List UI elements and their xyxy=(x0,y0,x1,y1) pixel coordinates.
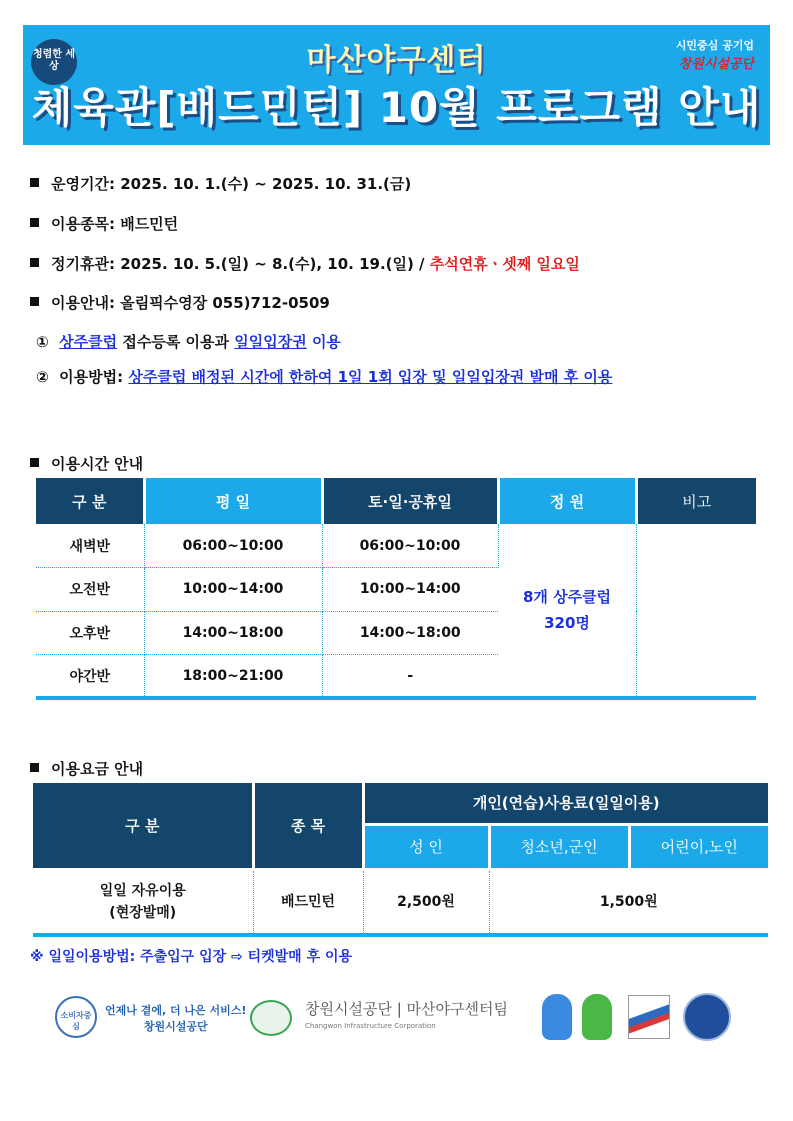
row-weekend: 14:00~18:00 xyxy=(322,611,498,655)
header-capacity: 정 원 xyxy=(498,478,636,524)
info-contact xyxy=(30,292,330,313)
contact-value: 올림픽수영장 055)712-0509 xyxy=(120,294,330,312)
row-name: 새벽반 xyxy=(36,524,144,568)
fee-row-category-line2: (현장발매) xyxy=(109,904,177,921)
time-section-title-text: 이용시간 안내 xyxy=(51,455,144,473)
table-row xyxy=(33,869,768,935)
corp-tagline: 시민중심 공기업 xyxy=(675,39,754,52)
bullet-square-icon xyxy=(30,218,39,227)
info-closed xyxy=(30,253,580,274)
fee-header-child: 어린이,노인 xyxy=(629,824,768,869)
facility-title: 마산야구센터 xyxy=(306,43,487,78)
closed-note: 추석연휴ㆍ셋째 일요일 xyxy=(429,255,580,273)
item1-link-club[interactable]: 상주클럽 xyxy=(59,333,118,351)
time-table xyxy=(36,478,756,700)
row-weekday: 10:00~14:00 xyxy=(144,568,322,612)
corp-team-name: 창원시설공단 | 마산야구센터팀 xyxy=(305,1000,508,1018)
closed-value: 2025. 10. 5.(일) ~ 8.(수), 10. 19.(일) / xyxy=(120,255,425,273)
item2-label: 이용방법: xyxy=(59,368,124,386)
header-banner xyxy=(23,25,770,145)
bullet-square-icon xyxy=(30,258,39,267)
header-weekend: 토·일·공휴일 xyxy=(322,478,498,524)
row-weekend: - xyxy=(322,655,498,699)
fee-section-title-text: 이용요금 안내 xyxy=(51,760,144,778)
info-item-2 xyxy=(36,366,612,387)
corp-logo-text: 창원시설공단 xyxy=(678,57,754,72)
header-note: 비고 xyxy=(636,478,756,524)
fee-row-sport: 배드민턴 xyxy=(253,869,363,935)
footer-logos xyxy=(55,992,745,1044)
corp-english-name: Changwon Infrastructure Corporation xyxy=(305,1022,436,1030)
item1-link-ticket[interactable]: 일일입장권 xyxy=(234,333,307,351)
item1-mid: 접수등록 이용과 xyxy=(122,333,230,351)
table-row xyxy=(36,524,756,568)
header-category: 구 분 xyxy=(36,478,144,524)
period-value: 2025. 10. 1.(수) ~ 2025. 10. 31.(금) xyxy=(120,175,412,193)
sport-value: 배드민턴 xyxy=(120,215,179,233)
bullet-square-icon xyxy=(30,458,39,467)
row-weekend: 10:00~14:00 xyxy=(322,568,498,612)
bullet-square-icon xyxy=(30,297,39,306)
time-section-title xyxy=(30,453,143,474)
clean-world-logo: 청렴한 세상 xyxy=(31,39,77,85)
fee-row-other: 1,500원 xyxy=(489,869,768,935)
fee-row-category xyxy=(33,869,253,935)
period-label: 운영기간: xyxy=(51,175,115,193)
capacity-clubs: 8개 상주클럽 xyxy=(522,588,612,606)
item2-number: ② xyxy=(36,368,49,386)
item2-text-link[interactable]: 상주클럽 배정된 시간에 한하여 1일 1회 입장 및 일일입장권 발매 후 이용 xyxy=(128,368,613,386)
fee-header-group: 개인(연습)사용료(일일이용) xyxy=(363,783,768,824)
fee-header-category: 구 분 xyxy=(33,783,253,869)
sport-label: 이용종목: xyxy=(51,215,115,233)
fee-row-category-line1: 일일 자유이용 xyxy=(99,882,186,899)
row-name: 야간반 xyxy=(36,655,144,699)
service-slogan xyxy=(105,1003,246,1035)
human-rights-badge-icon xyxy=(683,993,731,1041)
item1-number: ① xyxy=(36,333,49,351)
time-table-header xyxy=(36,478,756,524)
item1-end: 이용 xyxy=(311,333,341,351)
closed-label: 정기휴관: xyxy=(51,255,115,273)
slogan-line2: 창원시설공단 xyxy=(143,1020,208,1033)
ccm-badge-icon: 소비자중심 xyxy=(55,996,97,1038)
mascot-blue-icon xyxy=(542,994,572,1040)
usage-footnote: ※ 일일이용방법: 주출입구 입장 ⇨ 티켓발매 후 이용 xyxy=(30,949,353,965)
info-period xyxy=(30,173,411,194)
mascot-green-icon xyxy=(582,994,612,1040)
info-sport xyxy=(30,213,178,234)
row-weekday: 18:00~21:00 xyxy=(144,655,322,699)
bullet-square-icon xyxy=(30,763,39,772)
row-weekday: 06:00~10:00 xyxy=(144,524,322,568)
capacity-cell xyxy=(498,524,636,698)
slogan-line1: 언제나 곁에, 더 나은 서비스! xyxy=(105,1004,247,1017)
bullet-square-icon xyxy=(30,178,39,187)
info-item-1 xyxy=(36,331,341,352)
row-weekend: 06:00~10:00 xyxy=(322,524,498,568)
capacity-people: 320명 xyxy=(544,614,590,632)
page-title: 체육관[배드민턴] 10월 프로그램 안내 xyxy=(31,83,762,132)
fee-header-adult: 성 인 xyxy=(363,824,489,869)
fee-row-adult: 2,500원 xyxy=(363,869,489,935)
contact-label: 이용안내: xyxy=(51,294,115,312)
fee-header-youth: 청소년,군인 xyxy=(489,824,629,869)
corp-emblem-icon xyxy=(250,1000,292,1036)
row-weekday: 14:00~18:00 xyxy=(144,611,322,655)
row-name: 오전반 xyxy=(36,568,144,612)
fee-table xyxy=(33,783,768,937)
certification-badge-icon xyxy=(628,995,670,1039)
fee-section-title xyxy=(30,758,143,779)
fee-header-sport: 종 목 xyxy=(253,783,363,869)
note-cell xyxy=(636,524,756,698)
header-weekday: 평 일 xyxy=(144,478,322,524)
row-name: 오후반 xyxy=(36,611,144,655)
